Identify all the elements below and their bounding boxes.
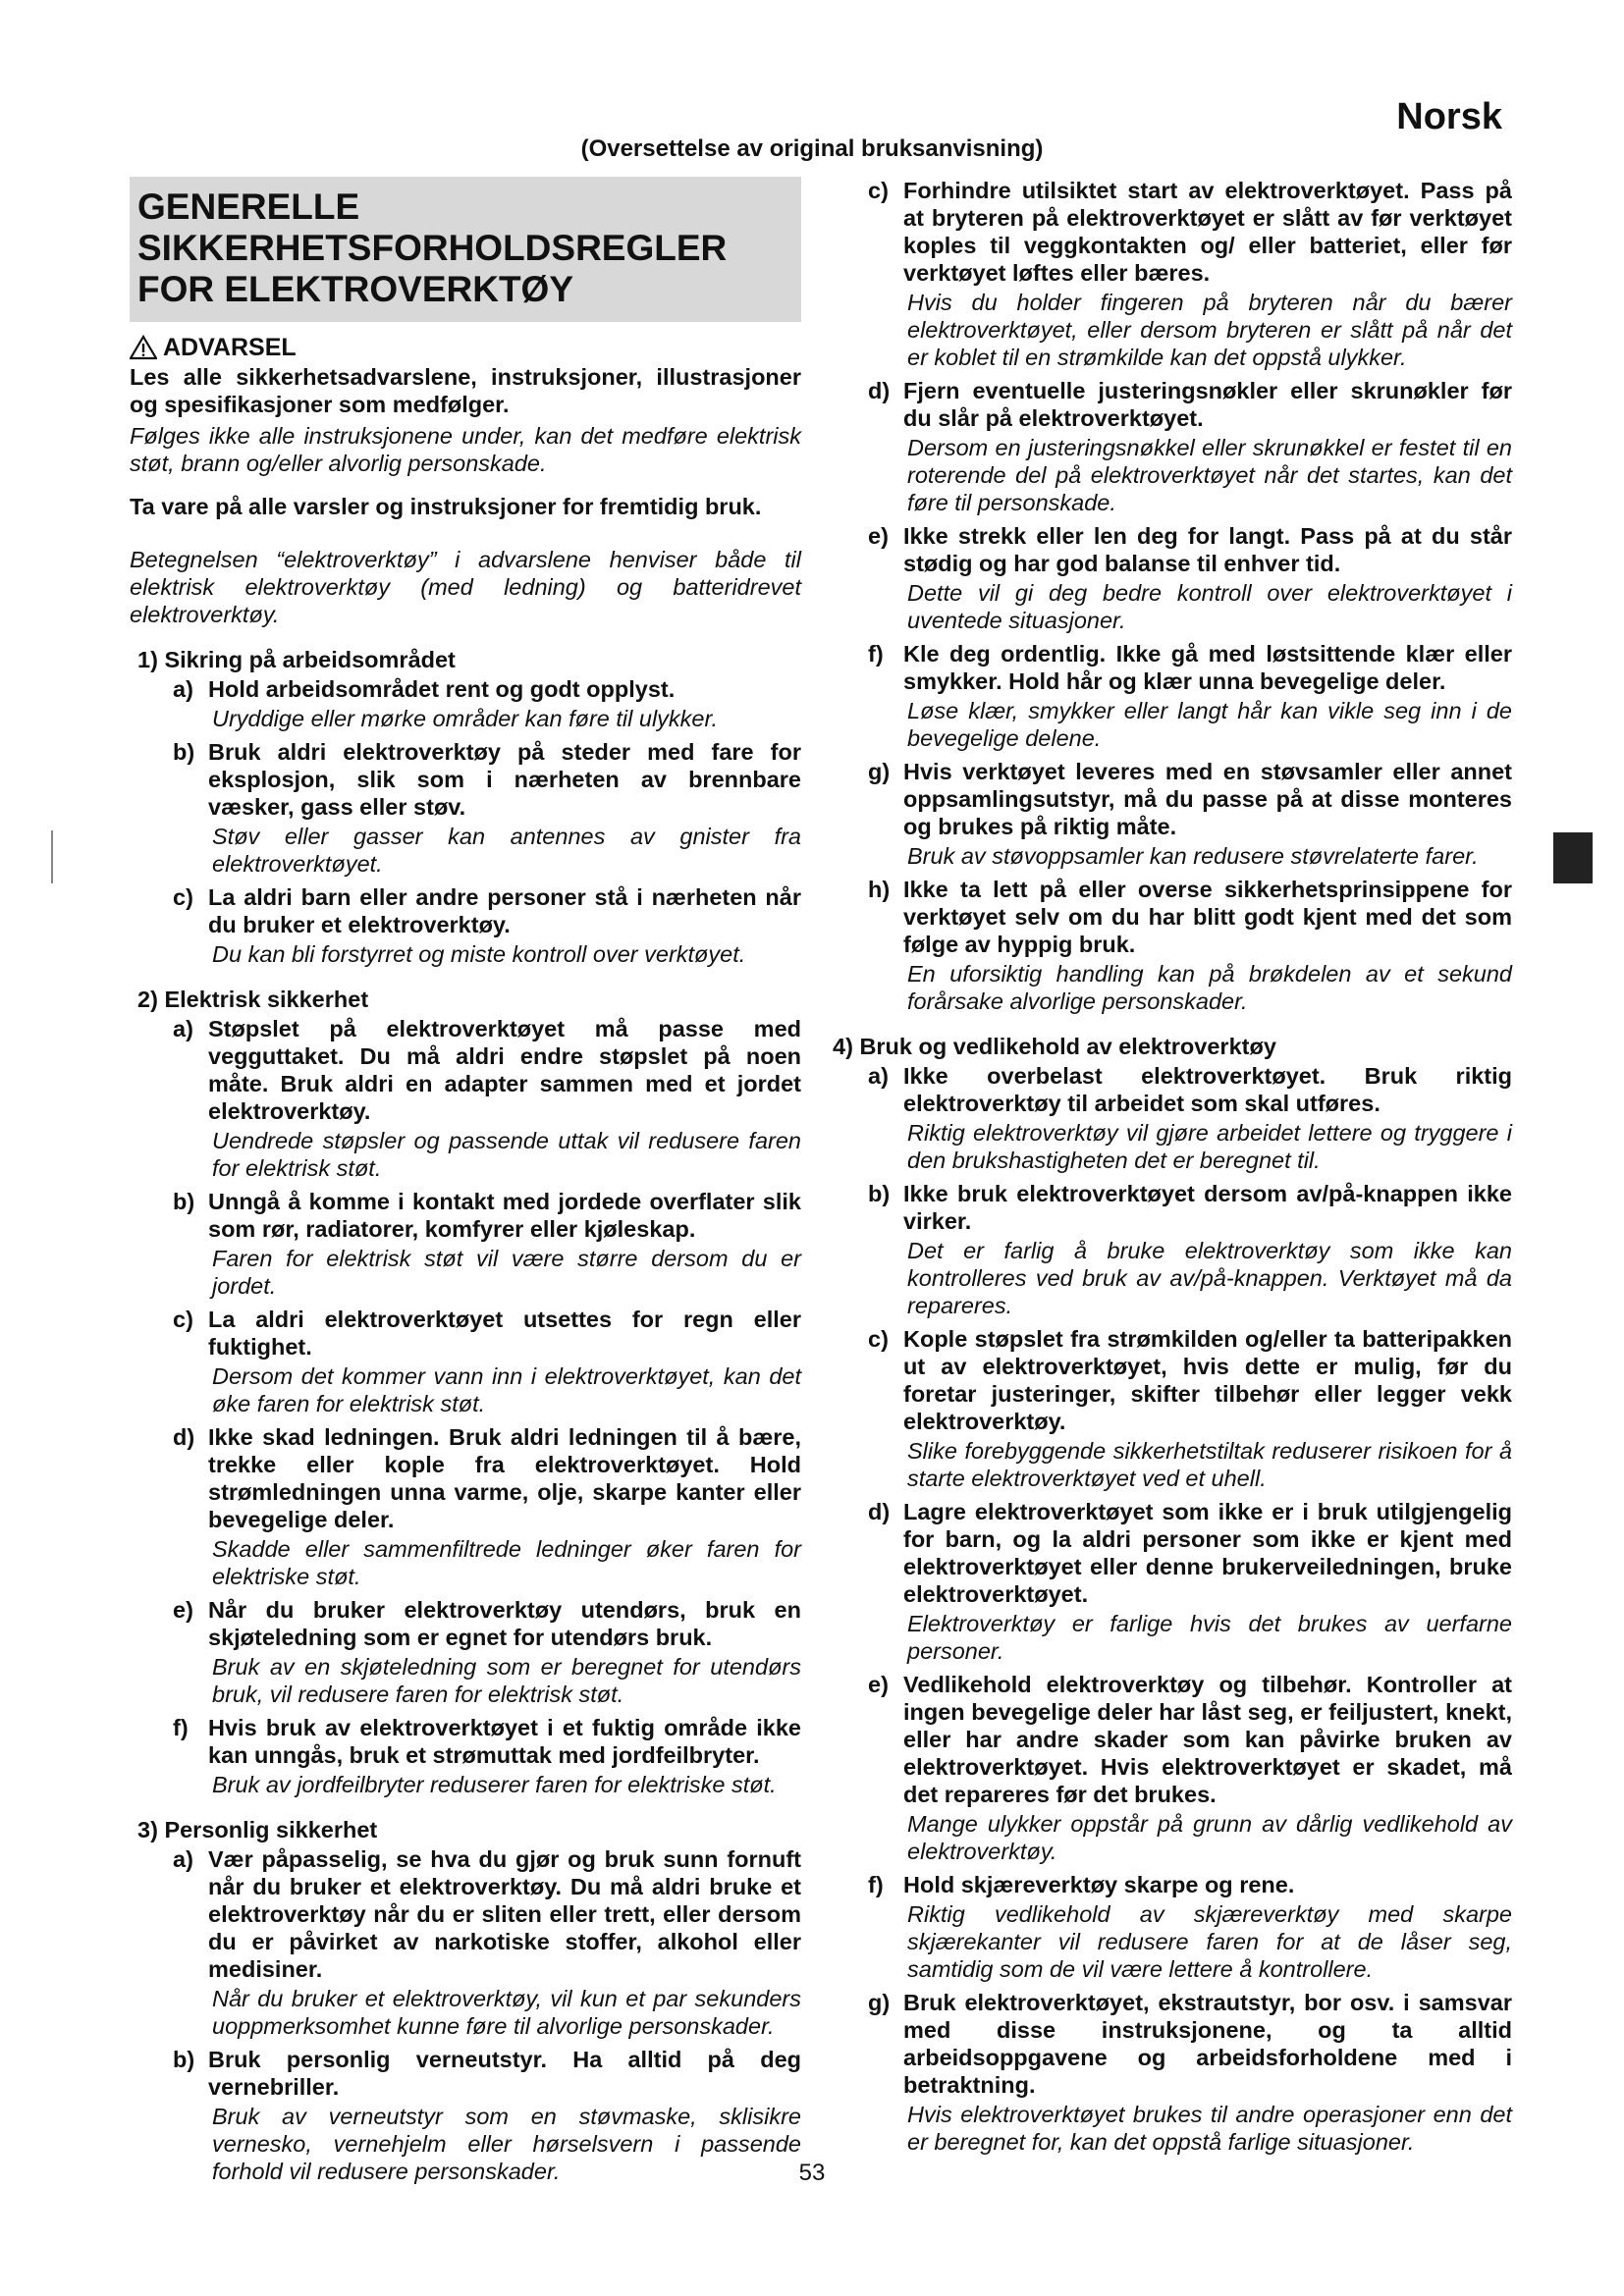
section-title: Bruk og vedlikehold av elektroverktøy [859,1034,1276,1059]
item-label: d) [868,1499,891,1524]
section-items [130,1845,801,2185]
list-item [868,1871,1512,1898]
section-number: 4) [833,1034,853,1059]
item-label: e) [868,1672,889,1697]
item-text: Hvis verktøyet leveres med en støvsamler eller annet oppsamlingsutstyr, må du passe på at disse monteres og brukes på riktig måte. [903,759,1512,839]
item-label: h) [868,877,891,902]
item-text: La aldri elektroverktøyet utsettes for regn eller fuktighet. [208,1307,801,1360]
item-label: e) [173,1597,193,1623]
list-item [868,1325,1512,1435]
item-description: Du kan bli forstyrret og miste kontroll over verktøyet. [212,941,746,967]
item-text: La aldri barn eller andre personer stå i nærheten når du bruker et elektroverktøy. [208,884,801,937]
item-text: Når du bruker elektroverktøy utendørs, bruk en skjøteledning som er egnet for utendørs bruk. [208,1597,801,1650]
list-item [173,1306,801,1361]
section-number: 2) [137,987,158,1012]
item-text: Lagre elektroverktøyet som ikke er i bruk utilgjengelig for barn, og la aldri personer som ikke er kjent med elektroverktøyet eller denne brukerveiledningen, bruke elektroverktøyet. [903,1499,1512,1607]
item-label: a) [173,676,193,702]
section-heading [137,1816,801,1843]
item-text: Kople støpslet fra strømkilden og/eller ta batteripakken ut av elektroverktøyet, hvis dette er mulig, før du foretar justeringer, skifter tilbehør eller legger vekk elektroverktøy. [903,1326,1512,1434]
item-text: Ikke bruk elektroverktøyet dersom av/på-knappen ikke virker. [903,1181,1512,1234]
item-label: a) [868,1063,889,1089]
item-text: Forhindre utilsiktet start av elektroverktøyet. Pass på at bryteren på elektroverktøyet er slått av før verktøyet koples til veggkontakten og/ eller batteriet, eller før verktøyet løftes eller bæres. [903,178,1512,286]
item-description: Uryddige eller mørke områder kan føre til ulykker. [212,706,718,731]
list-item [868,1180,1512,1235]
item-label: f) [868,1872,884,1897]
warning-heading [130,334,801,361]
item-description: Slike forebyggende sikkerhetstiltak reduserer risikoen for å starte elektroverktøyet ved et uhell. [907,1438,1512,1491]
list-item [868,522,1512,577]
warning-label: ADVARSEL [163,334,297,361]
right-continued-items [833,177,1512,1015]
item-text: Bruk personlig verneutstyr. Ha alltid på deg vernebriller. [208,2047,801,2100]
section-heading [137,986,801,1013]
list-item [868,1989,1512,2099]
item-label: f) [173,1715,189,1740]
list-item [868,1062,1512,1117]
continued-items [833,177,1512,1015]
left-column [130,177,801,2191]
margin-mark [51,830,53,883]
list-item [173,1596,801,1651]
translation-note: (Oversettelse av original bruksanvisning) [580,135,1044,162]
item-label: a) [173,1846,193,1872]
item-text: Vær påpasselig, se hva du gjør og bruk sunn fornuft når du bruker et elektroverktøy. Du må aldri bruke et elektroverktøy når du er sliten eller trett, eller dersom du er påvirket av narkotiske stoffer, alkohol eller medisiner. [208,1846,801,1982]
item-description: Bruk av en skjøteledning som er beregnet for utendørs bruk, vil redusere faren for elektrisk støt. [212,1654,801,1707]
item-description: Hvis du holder fingeren på bryteren når du bærer elektroverktøyet, eller dersom bryteren er slått på når det er koblet til en strømkilde kan det oppstå ulykker. [907,290,1512,370]
section-number: 1) [137,647,158,672]
item-description: Bruk av jordfeilbryter reduserer faren for elektriske støt. [212,1772,777,1797]
section-items [833,1062,1512,2156]
item-text: Fjern eventuelle justeringsnøkler eller skrunøkler før du slår på elektroverktøyet. [903,378,1512,431]
item-text: Ikke overbelast elektroverktøyet. Bruk riktig elektroverktøy til arbeidet som skal utføres. [903,1063,1512,1116]
item-text: Ikke strekk eller len deg for langt. Pass på at du står stødig og har god balanse til enhver tid. [903,523,1512,576]
section-heading [137,646,801,673]
item-description: Støv eller gasser kan antennes av gnister fra elektroverktøyet. [212,824,801,877]
item-label: a) [173,1016,193,1041]
item-description: Løse klær, smykker eller langt hår kan vikle seg inn i de bevegelige delene. [907,698,1512,751]
keep-instructions: Ta vare på alle varsler og instruksjoner for fremtidig bruk. [130,494,762,519]
list-item [868,177,1512,287]
section-title: Personlig sikkerhet [164,1817,378,1842]
section-items [130,1015,801,1798]
list-item [173,1188,801,1243]
item-label: b) [173,1189,195,1214]
right-section [833,1033,1512,2156]
item-label: c) [173,1307,193,1332]
item-text: Hold arbeidsområdet rent og godt opplyst. [208,676,676,702]
item-description: Dersom det kommer vann inn i elektroverktøyet, kan det øke faren for elektrisk støt. [212,1363,801,1416]
definition-text: Betegnelsen “elektroverktøy” i advarslene henviser både til elektrisk elektroverktøy (med ledning) og batteridrevet elektroverktøy. [130,547,801,627]
item-label: g) [868,759,891,784]
item-description: Det er farlig å bruke elektroverktøy som ikke kan kontrolleres ved bruk av av/på-knappen. Verktøyet må da repareres. [907,1238,1512,1318]
item-description: Mange ulykker oppstår på grunn av dårlig vedlikehold av elektroverktøy. [907,1811,1512,1864]
item-description: Dersom en justeringsnøkkel eller skrunøkkel er festet til en roterende del på elektroverktøyet når det startes, kan det føre til personskade. [907,435,1512,515]
list-item [173,883,801,938]
item-text: Hvis bruk av elektroverktøyet i et fuktig område ikke kan unngås, bruk et strømuttak med jordfeilbryter. [208,1715,801,1768]
item-label: b) [173,2047,195,2072]
item-text: Unngå å komme i kontakt med jordede overflater slik som rør, radiatorer, komfyrer eller kjøleskap. [208,1189,801,1242]
page-number: 53 [798,2160,826,2186]
language-label: Norsk [1396,96,1502,137]
item-description: Elektroverktøy er farlige hvis det brukes av uerfarne personer. [907,1611,1512,1664]
item-text: Ikke ta lett på eller overse sikkerhetsprinsippene for verktøyet selv om du har blitt godt kjent med det som følge av hyppig bruk. [903,877,1512,957]
item-description: Riktig vedlikehold av skjæreverktøy med skarpe skjærekanter vil redusere faren for at de låser seg, samtidig som de vil være lettere å kontrollere. [907,1901,1512,1982]
item-text: Kle deg ordentlig. Ikke gå med løstsittende klær eller smykker. Hold hår og klær unna bevegelige deler. [903,641,1512,694]
item-description: Riktig elektroverktøy vil gjøre arbeidet lettere og tryggere i den brukshastigheten det er beregnet til. [907,1120,1512,1173]
list-item [868,640,1512,695]
left-sections [130,646,801,2185]
item-description: Uendrede støpsler og passende uttak vil redusere faren for elektrisk støt. [212,1128,801,1181]
item-description: Når du bruker et elektroverktøy, vil kun et par sekunders uoppmerksomhet kunne føre til alvorlige personskader. [212,1986,801,2039]
item-label: e) [868,523,889,549]
right-column [833,177,1512,2162]
section-heading [833,1033,1512,1060]
item-label: b) [868,1181,891,1206]
warning-bold-text: Les alle sikkerhetsadvarslene, instruksjoner, illustrasjoner og spesifikasjoner som medfølger. [130,364,801,417]
item-label: d) [868,378,891,403]
item-description: Skadde eller sammenfiltrede ledninger øker faren for elektriske støt. [212,1536,801,1589]
item-text: Hold skjæreverktøy skarpe og rene. [903,1872,1295,1897]
list-item [173,1714,801,1769]
item-description: Dette vil gi deg bedre kontroll over elektroverktøyet i uventede situasjoner. [907,580,1512,633]
item-label: f) [868,641,884,667]
item-text: Vedlikehold elektroverktøy og tilbehør. Kontroller at ingen bevegelige deler har låst seg, er feiljustert, knekt, eller har andre skader som kan påvirke bruken av elektroverktøyet. Hvis elektroverktøyet er skadet, må det repareres før det brukes. [903,1672,1512,1807]
warning-triangle-icon [130,335,157,360]
item-text: Ikke skad ledningen. Bruk aldri ledningen til å bære, trekke eller kople fra elektroverktøyet. Hold strømledningen unna varme, olje, skarpe kanter eller bevegelige deler. [208,1424,801,1532]
list-item [173,1015,801,1125]
list-item [868,1671,1512,1808]
list-item [868,1498,1512,1608]
section-title: Sikring på arbeidsområdet [164,647,456,672]
item-description: Bruk av støvoppsamler kan redusere støvrelaterte farer. [907,843,1479,869]
section-items [130,675,801,968]
item-text: Bruk aldri elektroverktøy på steder med fare for eksplosjon, slik som i nærheten av brennbare væsker, gass eller støv. [208,739,801,820]
list-item [173,1845,801,1983]
item-text: Støpslet på elektroverktøyet må passe med vegguttaket. Du må aldri endre støpslet på noen måte. Bruk aldri en adapter sammen med et jordet elektroverktøy. [208,1016,801,1124]
item-label: d) [173,1424,195,1450]
section-number: 3) [137,1817,158,1842]
page-title: GENERELLE SIKKERHETSFORHOLDSREGLER FOR ELEKTROVERKTØY [130,177,801,322]
item-label: c) [868,1326,889,1352]
language-thumb-tab [1553,832,1593,883]
item-description: Faren for elektrisk støt vil være større dersom du er jordet. [212,1246,801,1299]
item-label: b) [173,739,195,765]
item-description: Bruk av verneutstyr som en støvmaske, sklisikre vernesko, vernehjelm eller hørselsvern i passende forhold vil redusere personskader. [212,2104,801,2184]
list-item [173,2046,801,2101]
warning-italic-text: Følges ikke alle instruksjonene under, kan det medføre elektrisk støt, brann og/eller alvorlig personskade. [130,423,801,476]
section-title: Elektrisk sikkerhet [164,987,369,1012]
list-item [868,876,1512,958]
item-label: c) [868,178,889,203]
item-label: c) [173,884,193,910]
list-item [173,1423,801,1533]
item-description: Hvis elektroverktøyet brukes til andre operasjoner enn det er beregnet for, kan det oppstå farlige situasjoner. [907,2102,1512,2155]
list-item [173,675,801,703]
list-item [173,738,801,821]
item-label: g) [868,1990,891,2015]
item-description: En uforsiktig handling kan på brøkdelen av et sekund forårsake alvorlige personskader. [907,961,1512,1014]
list-item [868,758,1512,840]
list-item [868,377,1512,432]
item-text: Bruk elektroverktøyet, ekstrautstyr, bor osv. i samsvar med disse instruksjonene, og ta alltid arbeidsoppgavene og arbeidsforholdene med i betraktning. [903,1990,1512,2098]
